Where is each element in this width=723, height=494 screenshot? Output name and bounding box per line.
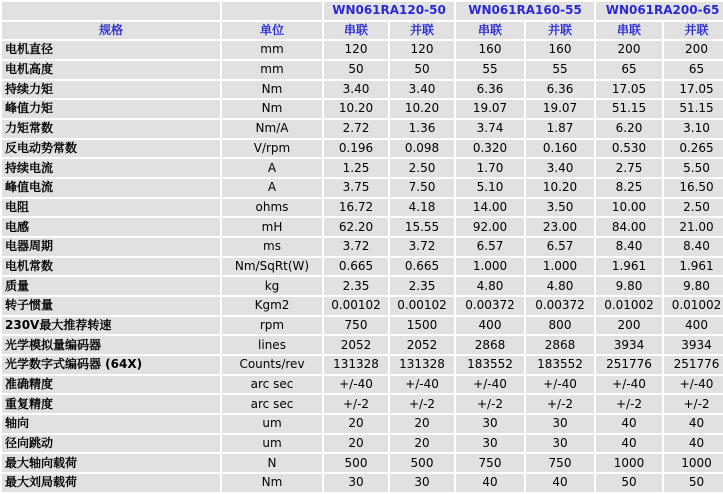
- model-header-1: WN061RA120-50: [324, 2, 454, 20]
- unit-cell: A: [222, 159, 322, 177]
- value-cell: 3934: [664, 336, 723, 354]
- value-cell: 200: [596, 317, 662, 335]
- param-name: 持续力矩: [2, 81, 220, 99]
- unit-cell: arc sec: [222, 395, 322, 413]
- value-cell: 4.80: [456, 277, 524, 295]
- table-row: [2, 317, 723, 335]
- unit-cell: Nm: [222, 100, 322, 118]
- table-row: [2, 179, 723, 197]
- unit-cell: rpm: [222, 317, 322, 335]
- value-cell: 2.72: [324, 120, 388, 138]
- value-cell: 50: [324, 61, 388, 79]
- unit-cell: ms: [222, 238, 322, 256]
- value-cell: 17.05: [596, 81, 662, 99]
- param-name: 峰值力矩: [2, 100, 220, 118]
- value-cell: 0.665: [390, 258, 454, 276]
- unit-cell: Nm/SqRt(W): [222, 258, 322, 276]
- value-cell: 30: [456, 435, 524, 453]
- value-cell: 400: [664, 317, 723, 335]
- table-row: [2, 415, 723, 433]
- param-name: 准确精度: [2, 376, 220, 394]
- value-cell: 40: [596, 415, 662, 433]
- value-cell: 30: [526, 415, 594, 433]
- value-cell: 4.18: [390, 199, 454, 217]
- param-name: 转子惯量: [2, 297, 220, 315]
- value-cell: +/-40: [596, 376, 662, 394]
- table-row: [2, 356, 723, 374]
- value-cell: 2052: [324, 336, 388, 354]
- value-cell: 6.36: [456, 81, 524, 99]
- param-name: 电机直径: [2, 41, 220, 59]
- value-cell: 16.72: [324, 199, 388, 217]
- value-cell: 16.50: [664, 179, 723, 197]
- series-header: 串联: [456, 22, 524, 40]
- header-blank-cell: [222, 2, 322, 20]
- param-name: 电器周期: [2, 238, 220, 256]
- param-name: 重复精度: [2, 395, 220, 413]
- value-cell: 5.50: [664, 159, 723, 177]
- value-cell: +/-40: [390, 376, 454, 394]
- table-row: [2, 297, 723, 315]
- unit-cell: Kgm2: [222, 297, 322, 315]
- param-name: 光学模拟量编码器: [2, 336, 220, 354]
- value-cell: 1.000: [526, 258, 594, 276]
- value-cell: 2.35: [390, 277, 454, 295]
- value-cell: 3934: [596, 336, 662, 354]
- param-name: 电感: [2, 218, 220, 236]
- value-cell: 15.55: [390, 218, 454, 236]
- value-cell: 3.75: [324, 179, 388, 197]
- value-cell: 131328: [324, 356, 388, 374]
- value-cell: 4.80: [526, 277, 594, 295]
- value-cell: 6.20: [596, 120, 662, 138]
- model-header-row: [2, 2, 723, 20]
- unit-cell: N: [222, 454, 322, 472]
- value-cell: 9.80: [664, 277, 723, 295]
- value-cell: 10.00: [596, 199, 662, 217]
- value-cell: 40: [526, 474, 594, 492]
- value-cell: 200: [664, 41, 723, 59]
- value-cell: 40: [664, 415, 723, 433]
- value-cell: 160: [456, 41, 524, 59]
- value-cell: 55: [526, 61, 594, 79]
- value-cell: 10.20: [526, 179, 594, 197]
- value-cell: 0.530: [596, 140, 662, 158]
- table-row: [2, 454, 723, 472]
- value-cell: 131328: [390, 356, 454, 374]
- header-blank-cell: [2, 2, 220, 20]
- value-cell: 1000: [596, 454, 662, 472]
- value-cell: 20: [390, 435, 454, 453]
- value-cell: 62.20: [324, 218, 388, 236]
- table-row: [2, 238, 723, 256]
- value-cell: 20: [324, 435, 388, 453]
- value-cell: 1.70: [456, 159, 524, 177]
- value-cell: 1.36: [390, 120, 454, 138]
- unit-cell: V/rpm: [222, 140, 322, 158]
- value-cell: 7.50: [390, 179, 454, 197]
- value-cell: +/-40: [324, 376, 388, 394]
- value-cell: 6.57: [456, 238, 524, 256]
- unit-cell: um: [222, 415, 322, 433]
- value-cell: 51.15: [596, 100, 662, 118]
- value-cell: 183552: [456, 356, 524, 374]
- value-cell: 14.00: [456, 199, 524, 217]
- value-cell: 2052: [390, 336, 454, 354]
- value-cell: 0.00102: [390, 297, 454, 315]
- value-cell: 21.00: [664, 218, 723, 236]
- model-header-3: WN061RA200-65: [596, 2, 723, 20]
- value-cell: 40: [596, 435, 662, 453]
- value-cell: 6.57: [526, 238, 594, 256]
- value-cell: 1.25: [324, 159, 388, 177]
- value-cell: 3.40: [526, 159, 594, 177]
- value-cell: 1000: [664, 454, 723, 472]
- value-cell: 3.10: [664, 120, 723, 138]
- value-cell: 1.000: [456, 258, 524, 276]
- unit-cell: kg: [222, 277, 322, 295]
- param-name: 轴向: [2, 415, 220, 433]
- value-cell: 0.01002: [664, 297, 723, 315]
- value-cell: +/-2: [456, 395, 524, 413]
- value-cell: 2.50: [664, 199, 723, 217]
- value-cell: 19.07: [526, 100, 594, 118]
- unit-cell: A: [222, 179, 322, 197]
- value-cell: +/-40: [526, 376, 594, 394]
- value-cell: 55: [456, 61, 524, 79]
- value-cell: 30: [526, 435, 594, 453]
- param-name: 峰值电流: [2, 179, 220, 197]
- unit-cell: lines: [222, 336, 322, 354]
- unit-cell: Counts/rev: [222, 356, 322, 374]
- value-cell: 23.00: [526, 218, 594, 236]
- value-cell: 1.961: [596, 258, 662, 276]
- param-name: 力矩常数: [2, 120, 220, 138]
- param-name: 持续电流: [2, 159, 220, 177]
- value-cell: 50: [390, 61, 454, 79]
- table-row: [2, 199, 723, 217]
- value-cell: 10.20: [324, 100, 388, 118]
- value-cell: +/-40: [664, 376, 723, 394]
- value-cell: 0.098: [390, 140, 454, 158]
- value-cell: 30: [456, 415, 524, 433]
- unit-cell: um: [222, 435, 322, 453]
- value-cell: 8.40: [596, 238, 662, 256]
- table-row: [2, 120, 723, 138]
- value-cell: 30: [390, 474, 454, 492]
- value-cell: 50: [664, 474, 723, 492]
- value-cell: 3.40: [324, 81, 388, 99]
- value-cell: 251776: [596, 356, 662, 374]
- unit-cell: Nm/A: [222, 120, 322, 138]
- value-cell: 2.50: [390, 159, 454, 177]
- value-cell: 50: [596, 474, 662, 492]
- value-cell: +/-2: [526, 395, 594, 413]
- value-cell: 17.05: [664, 81, 723, 99]
- table-row: [2, 218, 723, 236]
- value-cell: 750: [526, 454, 594, 472]
- value-cell: 20: [324, 415, 388, 433]
- table-row: [2, 474, 723, 492]
- parallel-header: 并联: [664, 22, 723, 40]
- value-cell: 0.320: [456, 140, 524, 158]
- value-cell: 120: [324, 41, 388, 59]
- param-name: 电机常数: [2, 258, 220, 276]
- unit-cell: arc sec: [222, 376, 322, 394]
- table-row: [2, 100, 723, 118]
- value-cell: 183552: [526, 356, 594, 374]
- value-cell: 251776: [664, 356, 723, 374]
- value-cell: 3.74: [456, 120, 524, 138]
- value-cell: +/-2: [324, 395, 388, 413]
- value-cell: 1.961: [664, 258, 723, 276]
- value-cell: 0.01002: [596, 297, 662, 315]
- value-cell: +/-40: [456, 376, 524, 394]
- value-cell: 30: [324, 474, 388, 492]
- value-cell: 19.07: [456, 100, 524, 118]
- column-header-row: [2, 22, 723, 40]
- spec-table-body: [2, 2, 723, 492]
- param-name: 最大轴向载荷: [2, 454, 220, 472]
- value-cell: 10.20: [390, 100, 454, 118]
- table-row: [2, 277, 723, 295]
- value-cell: 750: [456, 454, 524, 472]
- value-cell: +/-2: [390, 395, 454, 413]
- value-cell: 65: [664, 61, 723, 79]
- value-cell: +/-2: [596, 395, 662, 413]
- unit-cell: mH: [222, 218, 322, 236]
- value-cell: 3.72: [390, 238, 454, 256]
- value-cell: 92.00: [456, 218, 524, 236]
- parallel-header: 并联: [526, 22, 594, 40]
- value-cell: 2868: [456, 336, 524, 354]
- table-row: [2, 258, 723, 276]
- value-cell: 8.25: [596, 179, 662, 197]
- param-name: 质量: [2, 277, 220, 295]
- value-cell: 3.50: [526, 199, 594, 217]
- param-name: 230V最大推荐转速: [2, 317, 220, 335]
- param-name: 反电动势常数: [2, 140, 220, 158]
- param-name: 径向跳动: [2, 435, 220, 453]
- table-row: [2, 395, 723, 413]
- table-row: [2, 41, 723, 59]
- value-cell: 160: [526, 41, 594, 59]
- value-cell: 9.80: [596, 277, 662, 295]
- value-cell: 0.160: [526, 140, 594, 158]
- value-cell: 3.72: [324, 238, 388, 256]
- table-row: [2, 376, 723, 394]
- value-cell: 0.665: [324, 258, 388, 276]
- value-cell: 51.15: [664, 100, 723, 118]
- table-row: [2, 435, 723, 453]
- value-cell: 84.00: [596, 218, 662, 236]
- value-cell: 40: [456, 474, 524, 492]
- value-cell: 0.196: [324, 140, 388, 158]
- value-cell: 1.87: [526, 120, 594, 138]
- value-cell: 2.35: [324, 277, 388, 295]
- table-row: [2, 81, 723, 99]
- unit-cell: Nm: [222, 81, 322, 99]
- value-cell: 2868: [526, 336, 594, 354]
- unit-cell: mm: [222, 61, 322, 79]
- value-cell: 3.40: [390, 81, 454, 99]
- value-cell: 400: [456, 317, 524, 335]
- value-cell: 0.265: [664, 140, 723, 158]
- value-cell: 500: [324, 454, 388, 472]
- value-cell: 800: [526, 317, 594, 335]
- value-cell: 8.40: [664, 238, 723, 256]
- param-name: 电阻: [2, 199, 220, 217]
- value-cell: 750: [324, 317, 388, 335]
- param-name: 电机高度: [2, 61, 220, 79]
- table-row: [2, 159, 723, 177]
- value-cell: 500: [390, 454, 454, 472]
- value-cell: 120: [390, 41, 454, 59]
- param-name: 光学数字式编码器 (64X): [2, 356, 220, 374]
- model-header-2: WN061RA160-55: [456, 2, 594, 20]
- value-cell: 0.00372: [526, 297, 594, 315]
- value-cell: 0.00102: [324, 297, 388, 315]
- unit-cell: Nm: [222, 474, 322, 492]
- unit-cell: ohms: [222, 199, 322, 217]
- table-row: [2, 61, 723, 79]
- value-cell: 0.00372: [456, 297, 524, 315]
- series-header: 串联: [596, 22, 662, 40]
- parallel-header: 并联: [390, 22, 454, 40]
- series-header: 串联: [324, 22, 388, 40]
- param-column-header: 规格: [2, 22, 220, 40]
- value-cell: 2.75: [596, 159, 662, 177]
- value-cell: 40: [664, 435, 723, 453]
- value-cell: 6.36: [526, 81, 594, 99]
- value-cell: 1500: [390, 317, 454, 335]
- unit-column-header: 单位: [222, 22, 322, 40]
- value-cell: 20: [390, 415, 454, 433]
- table-row: [2, 336, 723, 354]
- value-cell: 5.10: [456, 179, 524, 197]
- value-cell: +/-2: [664, 395, 723, 413]
- value-cell: 200: [596, 41, 662, 59]
- param-name: 最大刘局载荷: [2, 474, 220, 492]
- table-row: [2, 140, 723, 158]
- unit-cell: mm: [222, 41, 322, 59]
- value-cell: 65: [596, 61, 662, 79]
